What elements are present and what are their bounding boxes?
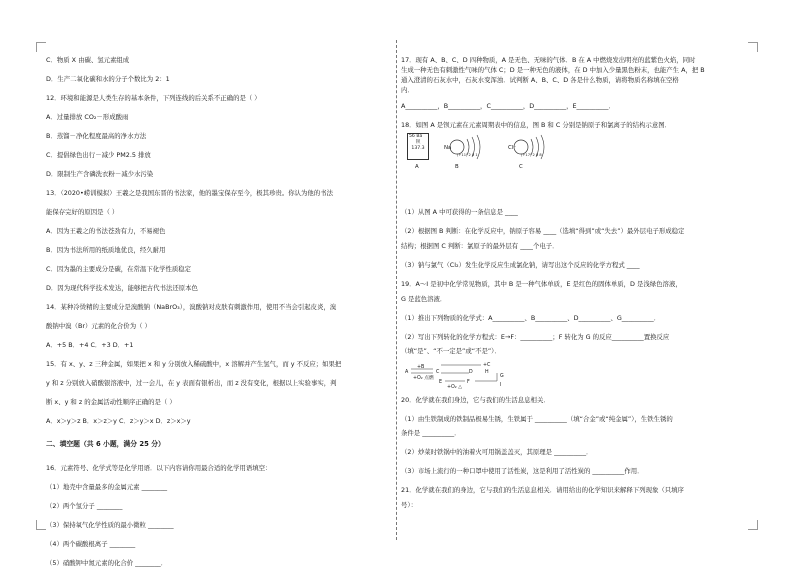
text-line: 能保存完好的原因是（ ） bbox=[46, 208, 119, 216]
reagent-b: +B bbox=[417, 365, 425, 370]
sub-question: （2）写出下列转化的化学方程式：E→F：__________；F 转化为 G 的反应__________置换反应 bbox=[401, 333, 670, 341]
option: B．因为书法所用的纸质地优良，经久耐用 bbox=[46, 246, 166, 254]
element-symbol: Ba bbox=[416, 134, 423, 139]
node-c: C bbox=[436, 370, 440, 375]
question-14: 14．某种冷烫精的主要成分是溴酸钠（NaBrO₃），溴酸钠对皮肤有刺激作用，使用不当会引起皮炎，溴 bbox=[46, 303, 337, 311]
text-line: 号）： bbox=[401, 501, 417, 509]
text-line: （填“是”、“不一定是”或“不是”）． bbox=[401, 347, 501, 355]
figure-label-c: C bbox=[519, 164, 523, 170]
node-d: D bbox=[469, 370, 473, 375]
sub-question: （2）根据图 B 判断：在化学反应中，钠原子容易 ____（选填“得到”或“失去”）最外层电子形成稳定 bbox=[401, 227, 685, 235]
question-20: 20．化学就在我们身边，它与我们的生活息息相关． bbox=[401, 396, 550, 404]
node-h: H bbox=[485, 370, 489, 375]
atomic-number: 56 bbox=[409, 134, 415, 139]
text-line: C．物质 X 由碳、氢元素组成 bbox=[46, 56, 130, 64]
node-f: F bbox=[467, 380, 470, 385]
sodium-shells: (+11) 2 8 1 bbox=[457, 153, 478, 157]
sub-question: （3）保持氧气化学性质的最小微粒 ________ bbox=[46, 521, 174, 529]
reagent-plus-c: +C bbox=[483, 363, 491, 368]
atomic-mass: 137.3 bbox=[411, 146, 425, 151]
node-e: E bbox=[439, 380, 443, 385]
sub-question: （1）由生铁制成的铁制品极易生锈，生铁属于 __________（填“合金”或“纯金属”），生铁生锈的 bbox=[401, 415, 673, 423]
section-title: 二、填空题（共 6 小题，满分 25 分） bbox=[46, 440, 165, 448]
option: A．过量排放 CO₂－形成酸雨 bbox=[46, 113, 129, 121]
options-row: A．+5 B．+4 C．+3 D．+1 bbox=[46, 341, 134, 349]
chloride-shells: (+17) 2 8 8 bbox=[521, 153, 542, 157]
text-line: y 和 z 分别放入硝酸银溶液中，过一会儿，在 y 表面有银析出，而 z 没有变化，根据以上实验事实，判 bbox=[46, 379, 337, 387]
atom-figure bbox=[407, 133, 577, 173]
figure-label-b: B bbox=[455, 164, 459, 170]
text-line: 生成一种无色有刺激性气味的气体 C；D 是一种无色的液体，在 D 中加入少量黑色粉末，也能产生 A，把 B bbox=[401, 66, 705, 74]
text-line: 断 x、y 和 z 的金属活动性顺序正确的是（ ） bbox=[46, 398, 176, 406]
chloride-nucleus: Cl⁻ bbox=[508, 145, 517, 151]
reagent-o2: +O₂ 点燃 bbox=[413, 376, 434, 381]
sub-question: （1）推出下列物质的化学式：A__________、B__________、D__________、G__________． bbox=[401, 314, 661, 322]
text-line: 结构；根据图 C 判断：氯原子的最外层有 ____个电子． bbox=[401, 242, 559, 250]
text-line: 条件是 __________． bbox=[401, 429, 461, 437]
column-divider bbox=[396, 40, 397, 540]
question-12: 12．环境和能源是人类生存的基本条件，下列连线的后关系不正确的是（ ） bbox=[46, 94, 261, 102]
figure-label-a: A bbox=[415, 164, 419, 170]
corner-mark bbox=[36, 42, 46, 52]
question-17: 17．现有 A、B、C、D 四种物质，A 是无色、无味的气体．B 在 A 中燃烧发出明亮的蓝紫色火焰，同时 bbox=[401, 56, 696, 64]
question-18: 18．如图 A 是钡元素在元素周期表中的信息，图 B 和 C 分别是钠原子和氯离子的结构示意图． bbox=[401, 121, 671, 129]
sub-question: （3）钠与氯气（Cl₂）发生化学反应生成氯化钠，请写出这个反应的化学方程式 ____ bbox=[401, 261, 640, 269]
node-i: I bbox=[500, 383, 502, 388]
text-line: 通入澄清的石灰水中，石灰水变浑浊．试判断 A、B、C、D 各是什么物质，请将物质名称填在空格 bbox=[401, 76, 679, 84]
text-line: D．生产二氧化碳和水的分子个数比为 2：1 bbox=[46, 75, 170, 83]
sub-question: （5）硝酸钾中氮元素的化合价 ________． bbox=[46, 559, 168, 567]
text-line: 内． bbox=[401, 86, 414, 94]
corner-mark bbox=[36, 520, 46, 530]
text-line: G 是蓝色溶液． bbox=[401, 295, 447, 303]
option: C．提倡绿色出行－减少 PM2.5 排放 bbox=[46, 151, 151, 159]
sub-question: （2）炒菜时铁锅中的油着火可用锅盖盖灭，其原理是 __________． bbox=[401, 448, 593, 456]
question-21: 21．化学就在我们的身边，它与我们的生活息息相关．请用给出的化学知识来解释下列现象（只填序 bbox=[401, 486, 684, 494]
corner-mark bbox=[748, 42, 758, 52]
reagent-o2-heat: +O₂ △ bbox=[447, 385, 462, 390]
options-row: A．x＞y＞z B．x＞z＞y C．z＞y＞x D．z＞x＞y bbox=[46, 417, 191, 425]
sub-question: （1）从图 A 中可获得的一条信息是 ____ bbox=[401, 208, 518, 216]
answer-blanks: A__________，B__________，C__________，D__________，E__________． bbox=[401, 102, 615, 110]
sub-question: （2）两个氢分子 ________ bbox=[46, 502, 123, 510]
question-19: 19．A～I 是初中化学常见物质，其中 B 是一种气体单质，E 是红色的固体单质，D 是浅绿色溶液， bbox=[401, 280, 682, 288]
element-card-ba bbox=[407, 133, 429, 160]
option: D．限制生产含磷洗衣粉－减少水污染 bbox=[46, 170, 154, 178]
question-16: 16．元素符号、化学式等是化学用语．以下内容请你用最合适的化学用语填空： bbox=[46, 464, 272, 472]
sub-question: （1）地壳中含量最多的金属元素 ________ bbox=[46, 483, 168, 491]
text-line: 酸钠中溴（Br）元素的化合价为（ ） bbox=[46, 322, 151, 330]
option: A．因为王羲之的书法苍劲有力，不易褪色 bbox=[46, 227, 166, 235]
option: C．因为墨的主要成分是碳，在常温下化学性质稳定 bbox=[46, 265, 192, 273]
reaction-schematic bbox=[405, 359, 515, 389]
question-15: 15．有 x、y、z 三种金属，如果把 x 和 y 分别放入稀硫酸中，x 溶解并产生氢气，而 y 不反应；如果把 bbox=[46, 360, 342, 368]
node-a: A bbox=[405, 370, 409, 375]
option: B．蒸馏－净化程度最高的净水方法 bbox=[46, 132, 147, 140]
corner-mark bbox=[748, 520, 758, 530]
element-name: 钡 bbox=[415, 140, 421, 145]
option: D．因为现代科学技术发达，能够把古代书法还原本色 bbox=[46, 284, 198, 292]
node-g: G bbox=[500, 374, 504, 379]
sodium-nucleus: Na bbox=[444, 145, 452, 151]
sub-question: （3）市场上流行的一种口罩中使用了活性炭，这是利用了活性炭的 __________作用． bbox=[401, 467, 644, 475]
question-13: 13．（2020•崂训模拟）王羲之是我国东晋的书法家，他的墨宝保存至今，极其珍贵。你认为他的书法 bbox=[46, 189, 333, 197]
sub-question: （4）两个碳酸根离子 ________ bbox=[46, 540, 136, 548]
